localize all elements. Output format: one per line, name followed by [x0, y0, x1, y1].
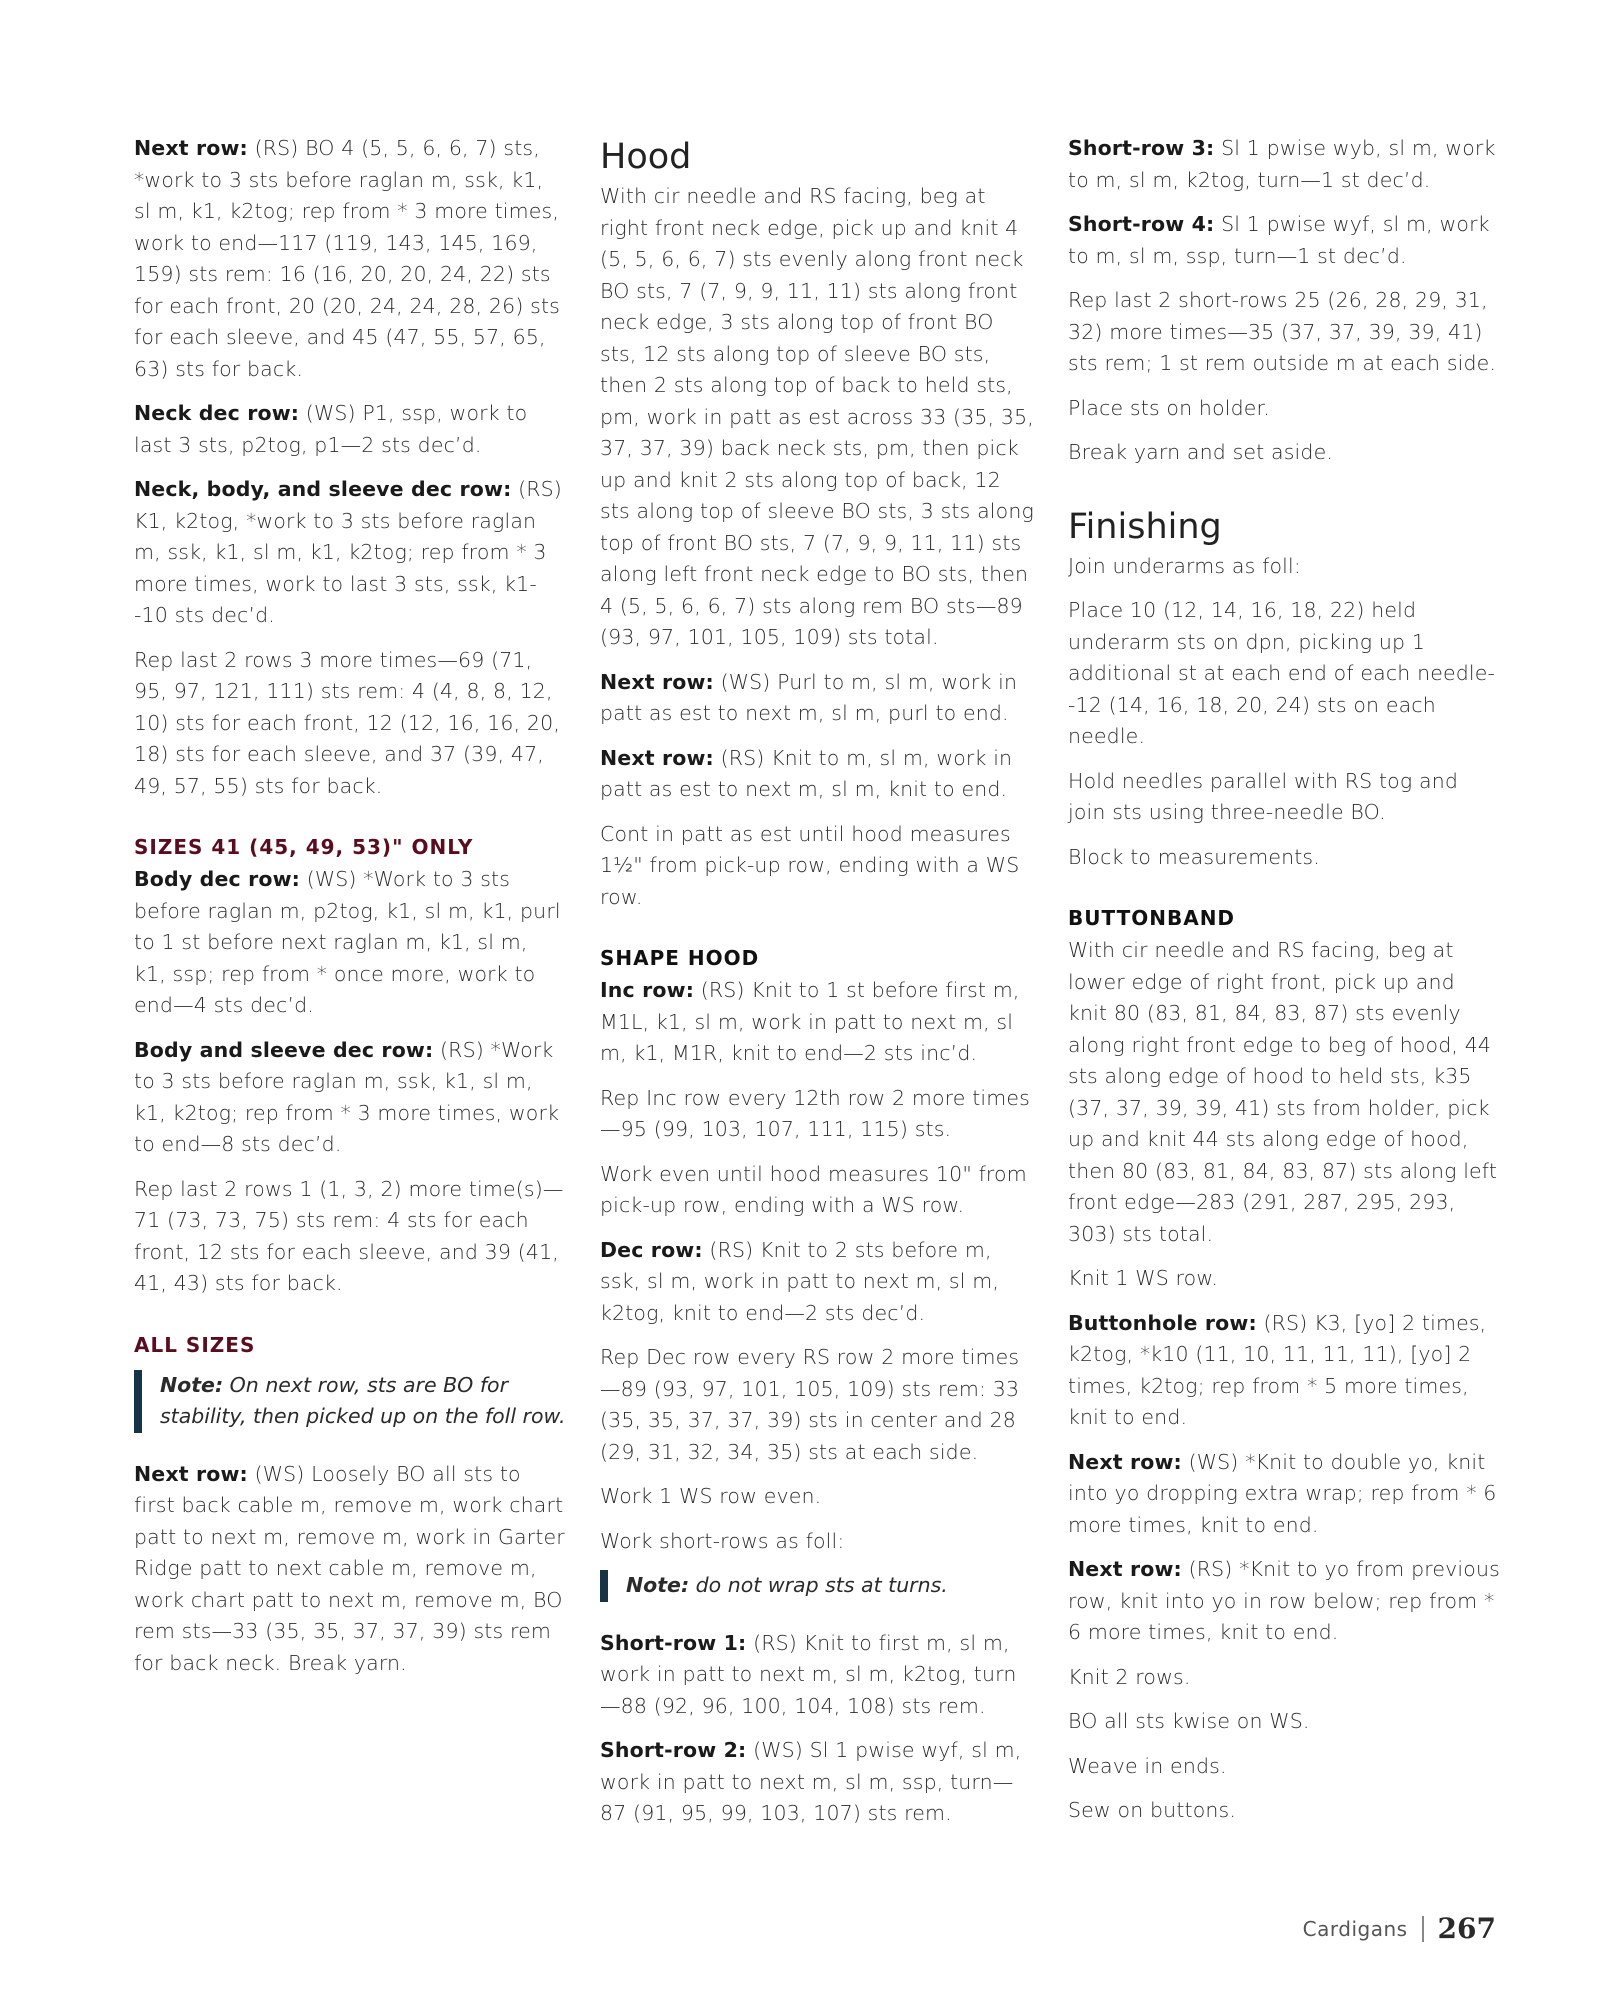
sew-buttons-paragraph: Sew on buttons. [1068, 1798, 1237, 1822]
body-sleeve-dec-paragraph: Body and sleeve dec row: (RS) *Work to 3 sts before raglan m, ssk, k1, sl m, k1, k2tog; rep from * 3 more times, work to end—8 sts dec’d. [134, 1037, 560, 1156]
hood-heading: Hood [600, 137, 692, 177]
knit-rows-paragraph: Knit 2 rows. [1068, 1664, 1191, 1689]
footer-divider [1422, 1916, 1424, 1942]
short-row-1-paragraph: Short-row 1: (RS) Knit to first m, sl m, work in patt to next m, sl m, k2tog, turn—88 (92, 96, 100, 104, 108) sts rem. [600, 1630, 1017, 1718]
rep-inc-paragraph: Rep Inc row every 12th row 2 more times—95 (99, 103, 107, 111, 115) sts. [600, 1085, 1030, 1141]
short-row-3-paragraph: Short-row 3: Sl 1 pwise wyb, sl m, work to m, sl m, k2tog, turn—1 st dec’d. [1068, 136, 1496, 192]
neck-body-sleeve-dec-paragraph: Neck, body, and sleeve dec row: (RS) K1, k2tog, *work to 3 sts before raglan m, ssk, k1, sl m, k1, k2tog; rep from * 3 more times, work to last 3 sts, ssk, k1--10 sts dec’d. [134, 477, 562, 627]
next-row-paragraph: Next row: (RS) Knit to m, sl m, work in patt as est to next m, sl m, knit to end. [600, 745, 1013, 801]
sizes-only-heading: SIZES 41 (45, 49, 53)" ONLY [134, 835, 474, 859]
short-row-2-paragraph: Short-row 2: (WS) Sl 1 pwise wyf, sl m, work in patt to next m, sl m, ssp, turn—87 (91, 95, 99, 103, 107) sts rem. [600, 1738, 1022, 1825]
all-sizes-heading: ALL SIZES [134, 1332, 256, 1357]
next-row-paragraph: Next row: (WS) Loosely BO all sts to first back cable m, remove m, work chart patt to next m, remove m, work in Garter Ridge patt to next cable m, remove m, work chart patt to next m, remove m, BO rem sts—33 (35, 35, 37, 37, 39) sts rem for back neck. Break yarn. [134, 1461, 565, 1675]
note-callout: Note: On next row, sts are BO for stability, then picked up on the foll row. [134, 1370, 566, 1433]
rep-last-rows-paragraph: Rep last 2 rows 1 (1, 3, 2) more time(s)—71 (73, 73, 75) sts rem: 4 sts for each front, 12 sts for each sleeve, and 39 (41, 41, 43) sts for back. [134, 1176, 564, 1295]
neck-dec-row-paragraph: Neck dec row: (WS) P1, ssp, work to last 3 sts, p2tog, p1—2 sts dec’d. [134, 401, 528, 457]
weave-ends-paragraph: Weave in ends. [1068, 1753, 1227, 1778]
section-name: Cardigans [1302, 1916, 1408, 1941]
cont-patt-paragraph: Cont in patt as est until hood measures 1½" from pick-up row, ending with a WS row. [600, 821, 1020, 909]
next-row-paragraph: Next row: (RS) BO 4 (5, 5, 6, 6, 7) sts, *work to 3 sts before raglan m, ssk, k1, sl m, k1, k2tog; rep from * 3 more times, work to end—117 (119, 143, 145, 169, 159) sts rem: 16 (16, 20, 20, 24, 22) sts for each front, 20 (20, 24, 24, 28, 26) sts for each sleeve, and 45 (47, 55, 57, 65, 63) sts for back. [134, 136, 560, 381]
right-column [1068, 133, 1500, 1840]
inc-row-paragraph: Inc row: (RS) Knit to 1 st before first m, M1L, k1, sl m, work in patt to next m, sl m, k1, M1R, knit to end—2 sts inc’d. [600, 978, 1020, 1065]
next-row-paragraph: Next row: (WS) Purl to m, sl m, work in patt as est to next m, sl m, purl to end. [600, 669, 1018, 725]
work-ws-even-paragraph: Work 1 WS row even. [600, 1484, 822, 1508]
page-number: 267 [1437, 1912, 1496, 1945]
dec-row-paragraph: Dec row: (RS) Knit to 2 sts before m, ssk, sl m, work in patt to next m, sl m, k2tog, knit to end—2 sts dec’d. [600, 1237, 1000, 1325]
middle-column [600, 133, 1034, 1843]
buttonhole-row-paragraph: Buttonhole row: (RS) K3, [yo] 2 times, k2tog, *k10 (11, 10, 11, 11, 11), [yo] 2 times, k2tog; rep from * 5 more times, knit to end. [1068, 1310, 1487, 1429]
rep-last-rows-paragraph: Rep last 2 rows 3 more times—69 (71, 95, 97, 121, 111) sts rem: 4 (4, 8, 8, 12, 10) sts for each front, 12 (12, 16, 16, 20, 18) sts for each sleeve, and 37 (39, 47, 49, 57, 55) sts for back. [134, 647, 560, 798]
break-yarn-paragraph: Break yarn and set aside. [1068, 440, 1333, 464]
rep-short-rows-paragraph: Rep last 2 short-rows 25 (26, 28, 29, 31, 32) more times—35 (37, 37, 39, 39, 41) sts rem; 1 st rem outside m at each side. [1068, 288, 1497, 375]
work-even-paragraph: Work even until hood measures 10" from pick-up row, ending with a WS row. [600, 1161, 1027, 1217]
next-row-paragraph: Next row: (RS) *Knit to yo from previous row, knit into yo in row below; rep from * 6 more times, knit to end. [1068, 1557, 1500, 1644]
body-dec-row-paragraph: Body dec row: (WS) *Work to 3 sts before raglan m, p2tog, k1, sl m, k1, purl to 1 st before next raglan m, k1, sl m, k1, ssp; rep from * once more, work to end—4 sts dec’d. [134, 867, 561, 1017]
block-paragraph: Block to measurements. [1068, 844, 1320, 869]
left-column [134, 133, 566, 1692]
shape-hood-heading: SHAPE HOOD [600, 946, 760, 970]
buttonband-paragraph: With cir needle and RS facing, beg at lower edge of right front, pick up and knit 80 (83, 81, 84, 83, 87) sts evenly along right front edge to beg of hood, 44 sts along edge of hood to held sts, k35 (37, 37, 39, 39, 41) sts from holder, pick up and knit 44 sts along edge of hood, then 80 (83, 81, 84, 83, 87) sts along left front edge—283 (291, 287, 295, 293, 303) sts total. [1068, 938, 1498, 1246]
place-holder-paragraph: Place sts on holder. [1068, 395, 1270, 420]
page-footer [1303, 1912, 1496, 1945]
work-short-rows-paragraph: Work short-rows as foll: [600, 1528, 845, 1553]
join-underarms-paragraph: Join underarms as foll: [1068, 553, 1301, 578]
buttonband-heading: BUTTONBAND [1068, 906, 1236, 930]
place-underarm-paragraph: Place 10 (12, 14, 16, 18, 22) held underarm sts on dpn, picking up 1 additional st at each end of each needle--12 (14, 16, 18, 20, 24) sts on each needle. [1068, 598, 1496, 748]
note-callout: Note: do not wrap sts at turns. [600, 1570, 1034, 1602]
next-row-paragraph: Next row: (WS) *Knit to double yo, knit into yo dropping extra wrap; rep from * 6 more times, knit to end. [1068, 1449, 1497, 1537]
knit-ws-row-paragraph: Knit 1 WS row. [1068, 1266, 1219, 1290]
short-row-4-paragraph: Short-row 4: Sl 1 pwise wyf, sl m, work to m, sl m, ssp, turn—1 st dec’d. [1068, 212, 1490, 268]
finishing-heading: Finishing [1068, 506, 1222, 547]
rep-dec-paragraph: Rep Dec row every RS row 2 more times—89 (93, 97, 101, 105, 109) sts rem: 33 (35, 35, 37, 37, 39) sts in center and 28 (29, 31, 32, 34, 35) sts at each side. [600, 1345, 1020, 1464]
bind-off-paragraph: BO all sts kwise on WS. [1068, 1709, 1310, 1733]
hood-intro-paragraph: With cir needle and RS facing, beg at right front neck edge, pick up and knit 4 (5, 5, 6, 6, 7) sts evenly along front neck BO sts, 7 (7, 9, 9, 11, 11) sts along front neck edge, 3 sts along top of front BO sts, 12 sts along top of sleeve BO sts, then 2 sts along top of back to held sts, pm, work in patt as est across 33 (35, 35, 37, 37, 39) back neck sts, pm, then pick up and knit 2 sts along top of back, 12 sts along top of sleeve BO sts, 3 sts along top of front BO sts, 7 (7, 9, 9, 11, 11) sts along left front neck edge to BO sts, then 4 (5, 5, 6, 6, 7) sts along rem BO sts—89 (93, 97, 101, 105, 109) sts total. [600, 184, 1034, 649]
hold-needles-paragraph: Hold needles parallel with RS tog and join sts using three-needle BO. [1068, 768, 1458, 824]
